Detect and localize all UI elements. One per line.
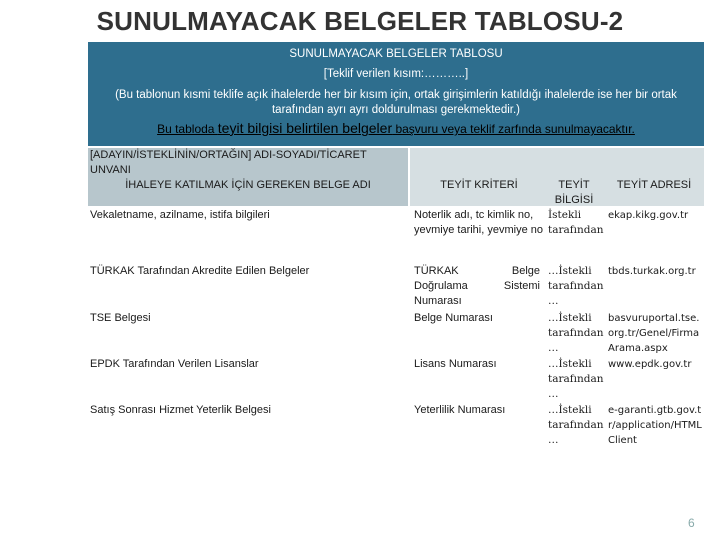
row-5-document: Satış Sonrası Hizmet Yeterlik Belgesi xyxy=(90,404,271,416)
header-note: (Bu tablonun kısmi teklife açık ihalelerde her bir kısım için, ortak girişimlerin katıldığı ihalelerde ise her bir ortak tarafından ayrı ayrı doldurulması gerekmektedir.) xyxy=(115,89,677,116)
row-3-criteria: Belge Numarası xyxy=(414,312,493,324)
row-5-info: …İstekli tarafından … xyxy=(548,404,604,446)
table-head-applicant: [ADAYIN/İSTEKLİNİN/ORTAĞIN] ADI-SOYADI/TİCARET UNVANI xyxy=(90,149,367,176)
row-1-criteria: Noterlik adı, tc kimlik no, yevmiye tarihi, yevmiye no xyxy=(414,209,543,236)
row-2-info: …İstekli tarafından … xyxy=(548,265,604,307)
table-head-document-name: İHALEYE KATILMAK İÇİN GEREKEN BELGE ADI xyxy=(125,179,371,191)
instruction-part-2: teyit bilgisi belirtilen belgeler xyxy=(217,120,393,136)
instruction-part-1: Bu tabloda xyxy=(157,122,218,136)
col-head-address: TEYİT ADRESİ xyxy=(616,179,692,191)
col-head-criteria: TEYİT KRİTERİ xyxy=(440,179,518,191)
row-2-document: TÜRKAK Tarafından Akredite Edilen Belgeler xyxy=(90,265,310,277)
row-4-address: www.epdk.gov.tr xyxy=(608,359,692,370)
row-4-info: …İstekli tarafından … xyxy=(548,358,604,400)
row-1-info: İstekli tarafından xyxy=(548,209,604,236)
row-1-document: Vekaletname, azilname, istifa bilgileri xyxy=(90,209,270,221)
header-title: SUNULMAYACAK BELGELER TABLOSU xyxy=(289,48,503,60)
row-5-address: e-garanti.gtb.gov.tr/application/HTMLClient xyxy=(608,405,702,446)
table-header-banner xyxy=(88,42,704,146)
header-instruction xyxy=(88,120,704,136)
row-4-document: EPDK Tarafından Verilen Lisanslar xyxy=(90,358,259,370)
row-3-document: TSE Belgesi xyxy=(90,312,151,324)
header-part-field: [Teklif verilen kısım:………..] xyxy=(323,68,469,80)
row-4-criteria: Lisans Numarası xyxy=(414,358,497,370)
row-2-address: tbds.turkak.org.tr xyxy=(608,266,696,277)
row-3-info: …İstekli tarafından … xyxy=(548,312,604,354)
row-1-address: ekap.kikg.gov.tr xyxy=(608,210,689,221)
page-number: 6 xyxy=(688,516,695,530)
row-2-criteria: TÜRKAK Belge Doğrulama Sistemi Numarası xyxy=(414,265,540,307)
col-head-info: TEYİT BİLGİSİ xyxy=(554,179,594,206)
row-3-address: basvuruportal.tse.org.tr/Genel/FirmaArama.aspx xyxy=(608,313,700,354)
instruction-part-3: başvuru veya teklif zarfında sunulmayacaktır. xyxy=(392,122,635,136)
slide-title: SUNULMAYACAK BELGELER TABLOSU-2 xyxy=(96,6,624,36)
row-5-criteria: Yeterlilik Numarası xyxy=(414,404,506,416)
